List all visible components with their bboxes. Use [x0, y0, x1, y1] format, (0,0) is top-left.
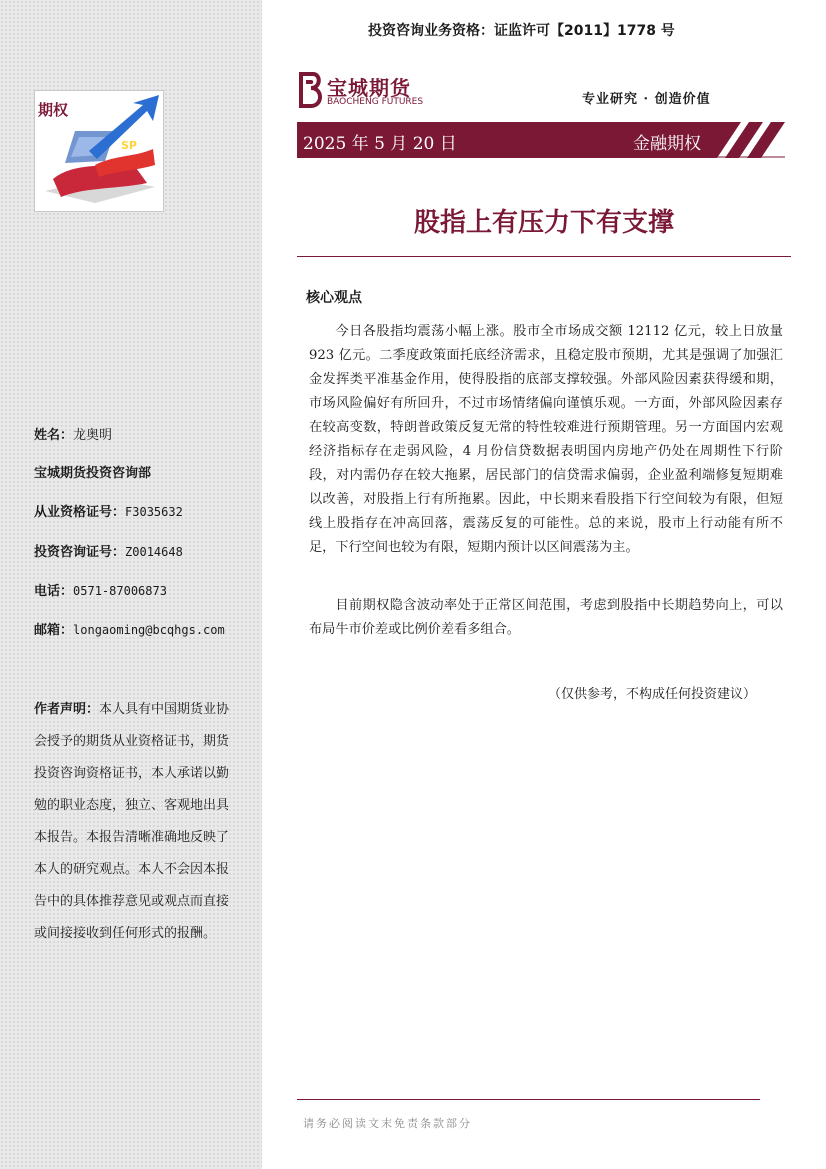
disclaimer-note: （仅供参考，不构成任何投资建议）	[548, 687, 757, 702]
analyst-phone-value: 0571-87006873	[73, 584, 167, 598]
slogan: 专业研究 · 创造价值	[582, 92, 711, 107]
footer-text: 请务必阅读文末免责条款部分	[303, 1117, 472, 1130]
date-band	[297, 122, 785, 158]
declaration-text: 本人具有中国期货业协会授予的期货从业资格证书，期货投资咨询资格证书，本人承诺以勤勉的职业态度，独立、客观地出具本报告。本报告清晰准确地反映了本人的研究观点。本人不会因本报告中的具体推荐意见或观点而直接或间接接收到任何形式的报酬。	[34, 702, 230, 941]
analyst-phone	[34, 582, 167, 601]
paragraph-2: 目前期权隐含波动率处于正常区间范围，考虑到股指中长期趋势向上，可以布局牛市价差或比例价差看多组合。	[309, 598, 783, 637]
logo-cn-text: 宝城期货	[327, 76, 411, 100]
analyst-name-label: 姓名：	[34, 428, 74, 443]
declaration-label: 作者声明：	[34, 702, 100, 717]
logo-en-text: BAOCHENG FUTURES	[327, 97, 424, 107]
cover-sp-text: SP	[121, 139, 137, 152]
license-header: 投资咨询业务资格：证监许可【2011】1778 号	[368, 23, 675, 39]
title-divider	[297, 256, 791, 257]
analyst-phone-label: 电话：	[34, 584, 74, 599]
analyst-license-label: 从业资格证号：	[34, 505, 126, 520]
analyst-advisory-label: 投资咨询证号：	[34, 545, 126, 560]
section-title: 核心观点	[306, 290, 362, 306]
cover-tag: 期权	[38, 101, 69, 119]
paragraph-1: 今日各股指均震荡小幅上涨。股市全市场成交额 12112 亿元，较上日放量 923 亿元。二季度政策面托底经济需求，且稳定股市预期，尤其是强调了加强汇金发挥类平准基金作用，使得股指的底部支撑较强。外部风险因素获得缓和期，市场风险偏好有所回升，不过市场情绪偏向谨慎乐观。一方面，外部风险因素存在较高变数，特朗普政策反复无常的特性较难进行预期管理。另一方面国内宏观经济指标存在走弱风险，4 月份信贷数据表明国内房地产仍处在周期性下行阶段，对内需仍存在较大拖累，居民部门的信贷需求偏弱，企业盈利端修复短期难以改善，对股指上行有所拖累。因此，中长期来看股指下行空间较为有限，但短线上股指存在冲高回落，震荡反复的可能性。总的来说，股市上行动能有所不足，下行空间也较为有限，短期内预计以区间震荡为主。	[309, 324, 783, 555]
analyst-email-value[interactable]: longaoming@bcqhgs.com	[73, 623, 225, 637]
company-logo	[297, 70, 437, 110]
report-category: 金融期权	[633, 134, 701, 154]
cover-illustration	[34, 90, 164, 212]
analyst-advisory-value: Z0014648	[125, 545, 183, 559]
analyst-department	[34, 465, 151, 483]
report-date: 2025 年 5 月 20 日	[303, 134, 457, 154]
report-title: 股指上有压力下有支撑	[413, 208, 674, 238]
analyst-license-value: F3035632	[125, 505, 183, 519]
sidebar	[0, 0, 262, 1169]
analyst-name-value: 龙奥明	[73, 428, 113, 443]
analyst-email-label: 邮箱：	[34, 623, 74, 638]
author-declaration	[34, 694, 230, 950]
analyst-advisory-license	[34, 543, 183, 562]
analyst-department-label: 宝城期货投资咨询部	[34, 466, 152, 481]
logo-mark-icon	[297, 70, 325, 110]
analyst-license	[34, 503, 183, 522]
analyst-email	[34, 621, 225, 640]
analyst-name	[34, 427, 112, 445]
footer-divider	[297, 1099, 760, 1100]
